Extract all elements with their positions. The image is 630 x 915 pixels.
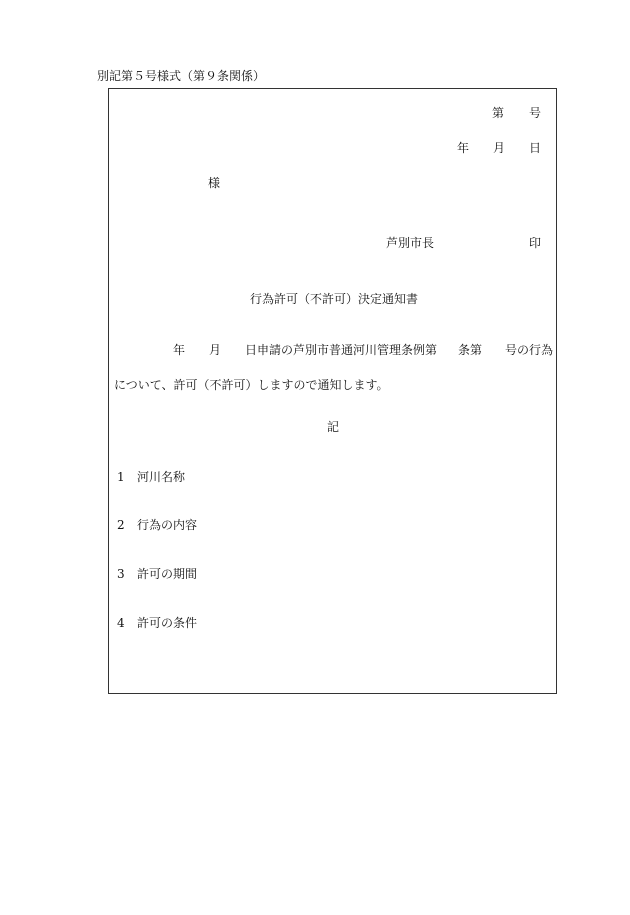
record-heading: 記: [327, 420, 340, 434]
date-day: 日: [529, 141, 542, 155]
issuer-name: 芦別市長: [386, 236, 435, 250]
body-line1: 日申請の芦別市普通河川管理条例第: [245, 343, 438, 357]
item-2-number: 2: [117, 518, 125, 532]
body-article: 条第: [458, 343, 483, 357]
item-4-label: 許可の条件: [137, 616, 198, 630]
seal-mark: 印: [529, 236, 542, 250]
date-year: 年: [457, 141, 470, 155]
date-month: 月: [493, 141, 506, 155]
addressee-suffix: 様: [208, 176, 221, 190]
number-suffix: 号: [529, 106, 542, 120]
item-4-number: 4: [117, 616, 125, 630]
item-3-label: 許可の期間: [137, 567, 198, 581]
number-prefix: 第: [492, 106, 505, 120]
form-style-label: 別記第５号様式（第９条関係）: [97, 69, 266, 83]
item-3-number: 3: [117, 567, 125, 581]
body-line2: について、許可（不許可）しますので通知します。: [114, 378, 389, 392]
item-1-number: 1: [117, 470, 125, 484]
item-2-label: 行為の内容: [137, 518, 198, 532]
body-year: 年: [173, 343, 186, 357]
body-month: 月: [209, 343, 222, 357]
body-clause: 号の行為: [505, 343, 554, 357]
document-title: 行為許可（不許可）決定通知書: [250, 292, 419, 306]
item-1-label: 河川名称: [137, 470, 186, 484]
